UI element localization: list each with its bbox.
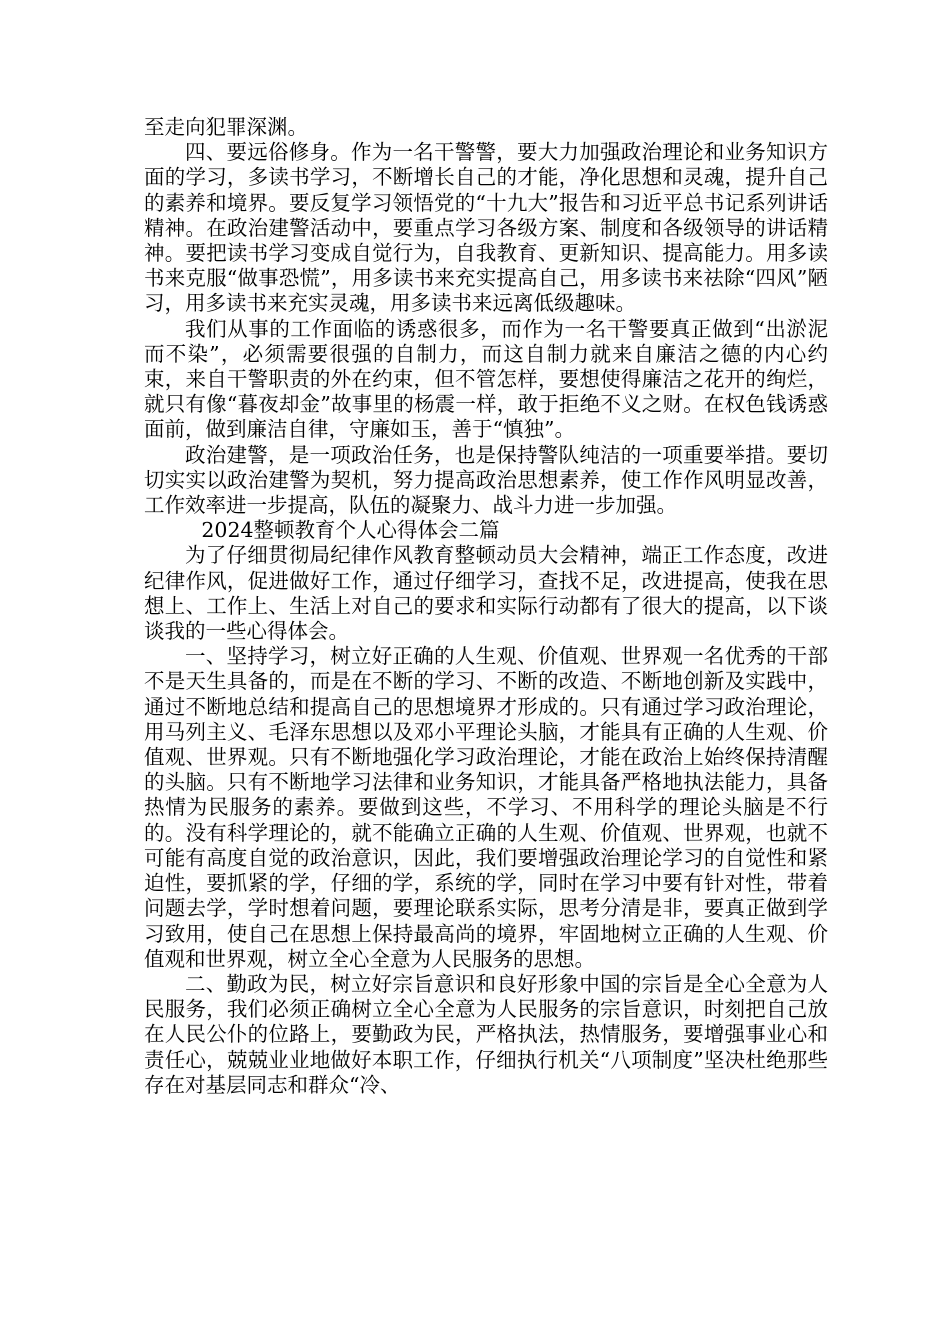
paragraph-one-study: 一、坚持学习，树立好正确的人生观、价值观、世界观一名优秀的干部不是天生具备的，而是在不断的学习、不断的改造、不断地创新及实践中，通过不断地总结和提高自己的思想境界才形成的。只有通过学习政治理论，用马列主义、毛泽东思想以及邓小平理论头脑，才能具有正确的人生观、价值观、世界观。只有不断地强化学习政治理论，才能在政治上始终保持清醒的头脑。只有不断地学习法律和业务知识，才能具备严格地执法能力，具备热情为民服务的素养。要做到这些，不学习、不用科学的理论头脑是不行的。没有科学理论的，就不能确立正确的人生观、价值观、世界观，也就不可能有高度自觉的政治意识，因此，我们要增强政治理论学习的自觉性和紧迫性，要抓紧的学，仔细的学，系统的学，同时在学习中要有针对性，带着问题去学，学时想着问题，要理论联系实际，思考分清是非，要真正做到学习致用，使自己在思想上保持最高尚的境界，牢固地树立正确的人生观、价值观和世界观，树立全心全意为人民服务的思想。: [144, 644, 828, 971]
document-body: [144, 115, 828, 1098]
section-heading: 2024整顿教育个人心得体会二篇: [201, 518, 500, 543]
paragraph-continuation: 至走向犯罪深渊。: [144, 115, 308, 139]
paragraph-two-serve-people: 二、勤政为民，树立好宗旨意识和良好形象中国的宗旨是全心全意为人民服务，我们必须正确树立全心全意为人民服务的宗旨意识，时刻把自己放在人民公仆的位路上，要勤政为民，严格执法，热情服务，要增强事业心和责任心，兢兢业业地做好本职工作，仔细执行机关“八项制度”坚决杜绝那些存在对基层同志和群众“冷、: [144, 971, 828, 1097]
paragraph-temptation: 我们从事的工作面临的诱惑很多，而作为一名干警要真正做到“出淤泥而不染”，必须需要很强的自制力，而这自制力就来自廉洁之德的内心约束，来自干警职责的外在约束，但不管怎样，要想使得廉洁之花开的绚烂，就只有像“暮夜却金”故事里的杨震一样，敢于拒绝不义之财。在权色钱诱惑面前，做到廉洁自律，守廉如玉，善于“慎独”。: [144, 316, 828, 442]
paragraph-intro: 为了仔细贯彻局纪律作风教育整顿动员大会精神，端正工作态度，改进纪律作风，促进做好工作，通过仔细学习，查找不足，改进提高，使我在思想上、工作上、生活上对自己的要求和实际行动都有了很大的提高，以下谈谈我的一些心得体会。: [144, 543, 828, 644]
paragraph-political-policing: 政治建警，是一项政治任务，也是保持警队纯洁的一项重要举措。要切切实实以政治建警为契机，努力提高政治思想素养，使工作作风明显改善，工作效率进一步提高，队伍的凝聚力、战斗力进一步加强。: [144, 442, 828, 518]
paragraph-four-self-cultivation: 四、要远俗修身。作为一名干警警，要大力加强政治理论和业务知识方面的学习，多读书学习，不断增长自己的才能，净化思想和灵魂，提升自己的素养和境界。要反复学习领悟党的“十九大”报告和习近平总书记系列讲话精神。在政治建警活动中，要重点学习各级方案、制度和各级领导的讲话精神。要把读书学习变成自觉行为，自我教育、更新知识、提高能力。用多读书来克服“做事恐慌”，用多读书来充实提高自己，用多读书来祛除“四风”陋习，用多读书来充实灵魂，用多读书来远离低级趣味。: [144, 140, 828, 316]
